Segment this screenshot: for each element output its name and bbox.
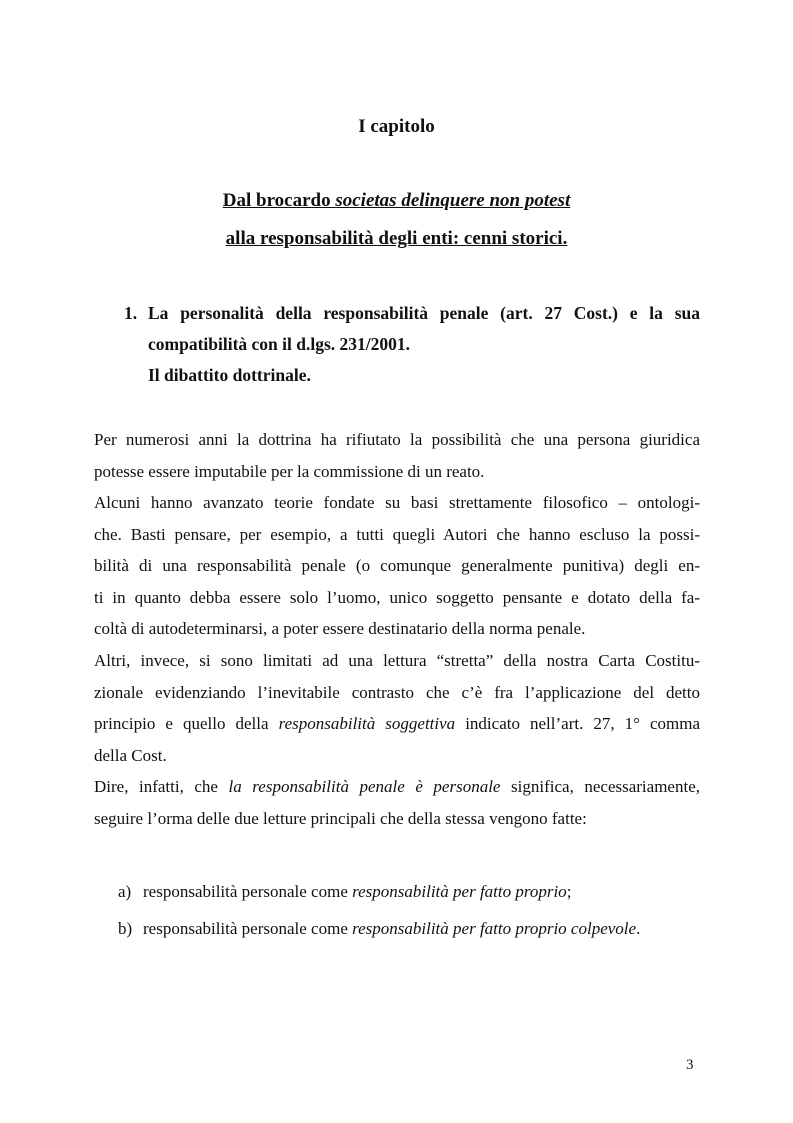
text-run: indicato nell’art. 27, 1° comma	[455, 714, 701, 733]
paragraph-1	[94, 424, 700, 487]
title-latin-phrase: societas delinquere non potest	[335, 190, 571, 211]
chapter-heading: I capitolo	[358, 116, 435, 137]
section-number: 1.	[124, 303, 138, 323]
section-title-line-2: compatibilità con il d.lgs. 231/2001.	[148, 334, 411, 354]
list-item-end: ;	[566, 882, 572, 901]
paragraph-line: Per numerosi anni la dottrina ha rifiutato la possibilità che una persona giuridica	[94, 430, 700, 449]
paragraph-4	[94, 771, 700, 834]
paragraph-line: della Cost.	[94, 745, 167, 765]
paragraph-line: zionale evidenziando l’inevitabile contrasto che c’è fra l’applicazione del detto	[94, 682, 700, 702]
paragraph-2	[94, 487, 700, 645]
list-marker: a)	[118, 882, 132, 901]
title-line-2: alla responsabilità degli enti: cenni storici.	[225, 228, 568, 249]
list-item-italic: responsabilità per fatto proprio colpevole	[352, 919, 637, 938]
list	[118, 873, 700, 947]
paragraph-3	[94, 645, 700, 771]
section-title-line-1: La personalità della responsabilità penale (art. 27 Cost.) e la sua	[148, 303, 700, 323]
paragraph-line: potesse essere imputabile per la commissione di un reato.	[94, 461, 485, 481]
paragraph-line: coltà di autodeterminarsi, a poter essere destinatario della norma penale.	[94, 619, 586, 638]
title-prefix: Dal brocardo	[222, 190, 336, 211]
list-item-italic: responsabilità per fatto proprio	[352, 882, 567, 901]
paragraph-line: Altri, invece, si sono limitati ad una lettura “stretta” della nostra Carta Costitu-	[94, 651, 700, 670]
paragraph-line: ti in quanto debba essere solo l’uomo, unico soggetto pensante e dotato della fa-	[94, 587, 700, 607]
list-item	[118, 873, 700, 910]
list-marker: b)	[118, 919, 133, 938]
paragraph-line: che. Basti pensare, per esempio, a tutti quegli Autori che hanno escluso la possi-	[94, 524, 700, 544]
text-run: significa, necessariamente,	[500, 777, 700, 796]
list-item-text: responsabilità personale come	[143, 882, 353, 901]
paragraph-line: Alcuni hanno avanzato teorie fondate su basi strettamente filosofico – ontologi-	[94, 493, 700, 512]
section-heading	[124, 298, 700, 391]
section-title-line-3: Il dibattito dottrinale.	[148, 365, 311, 385]
text-run: principio e quello della	[94, 714, 279, 733]
page-number: 3	[686, 1057, 694, 1073]
italic-term: la responsabilità penale è personale	[228, 777, 501, 796]
text-run: Dire, infatti, che	[94, 777, 229, 796]
list-item-end: .	[636, 919, 641, 938]
list-item-text: responsabilità personale come	[143, 919, 353, 938]
paragraph-line: seguire l’orma delle due letture principali che della stessa vengono fatte:	[94, 808, 587, 828]
paragraph-line	[94, 708, 700, 740]
list-item	[118, 910, 700, 947]
italic-term: responsabilità soggettiva	[278, 714, 456, 733]
title-line-1	[0, 190, 793, 212]
paragraph-line: bilità di una responsabilità penale (o comunque generalmente punitiva) degli en-	[94, 556, 700, 575]
paragraph-line	[94, 771, 700, 803]
